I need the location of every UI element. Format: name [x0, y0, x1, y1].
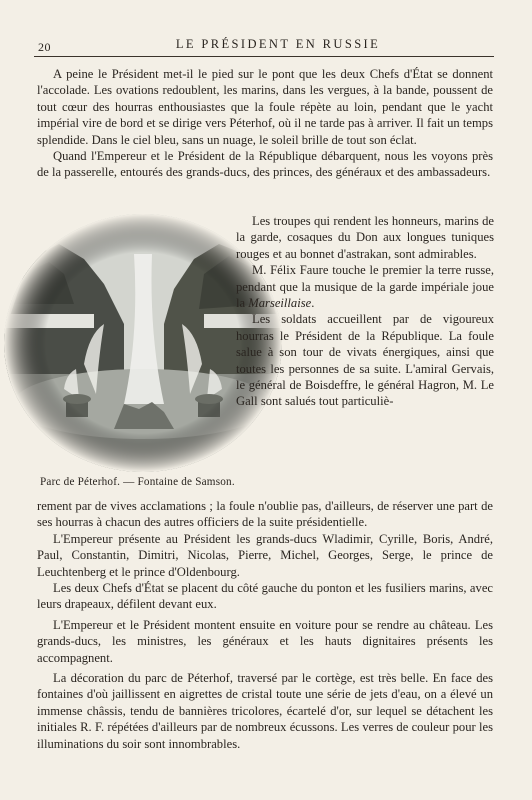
figure-caption: Parc de Péterhof. — Fontaine de Samson.	[40, 476, 235, 488]
paragraph-faure-text: M. Félix Faure touche le premier la terre russe, pendant que la musique de la garde impériale joue la	[236, 263, 494, 311]
paragraph-arrival: A peine le Président met-il le pied sur le pont que les deux Chefs d'État se donnent l'accolade. Les ovations redoublent, les marins, dans les vergues, à la bande, poussent de tout cœur des hourras enthousiastes que la foule répète au loin, pendant que le yacht impérial vire de bord et se dirige vers Péterhof, où il ne tarde pas à arriver. Il fait un temps splendide. Dans le ciel bleu, sans un nuage, le soleil brille de tout son éclat.	[37, 67, 493, 147]
paragraph-soldiers-start: Les soldats accueillent par de vigoureux hourras le Président de la République. La foule salue à son tour de vivats énergiques, ainsi que toutes les personnes de sa suite. L'amiral Gervais, le général de Boisdeffre, le général Hagron, M. Le Gall sont salués tout particuliè-	[236, 312, 494, 409]
paragraph-troops: Les troupes qui rendent les honneurs, marins de la garde, cosaques du Don aux longues tuniques rouges et au bonnet d'astrakan, sont admirables.	[236, 214, 494, 261]
header-rule	[34, 56, 494, 57]
paragraph-chateau: L'Empereur et le Président montent ensuite en voiture pour se rendre au château. Les grands-ducs, les ministres, les généraux et les hauts dignitaires présents les accompagnent.	[37, 617, 493, 665]
text-block-beside-figure	[236, 213, 494, 410]
paragraph-decoration: La décoration du parc de Péterhof, traversé par le cortège, est très belle. En face des fontaines d'où jaillissent en aigrettes de cristal toute une série de jets d'eau, on a élevé un immense châssis, tendu de bannières tricolores, écartelé d'or, sur lequel se détachent les initiales R. F. répétées d'ailleurs par de nombreux écussons. Les verres de couleur pour les illuminations du soir sont innombrables.	[37, 671, 493, 751]
running-head: LE PRÉSIDENT EN RUSSIE	[175, 37, 381, 51]
paragraph-pontoon: Les deux Chefs d'État se placent du côté gauche du ponton et les fusiliers marins, avec leurs drapeaux, défilent devant eux.	[37, 581, 493, 612]
paragraph-faure-end: .	[311, 296, 315, 311]
marseillaise-title: Marseillaise	[248, 296, 312, 311]
page-number: 20	[38, 40, 51, 54]
paragraph-landing: Quand l'Empereur et le Président de la République débarquent, nous les voyons près de la passerelle, entourés des grands-ducs, des princes, des généraux et des ambassadeurs.	[37, 149, 493, 180]
paragraph-soldiers-end: rement par de vives acclamations ; la foule n'oublie pas, d'ailleurs, de réserver une part de ses hourras à chacun des autres officiers de la suite présidentielle.	[37, 499, 493, 530]
text-block-bottom	[37, 498, 493, 752]
paragraph-grand-dukes: L'Empereur présente au Président les grands-ducs Wladimir, Cyrille, Boris, André, Paul, Constantin, Dimitri, Nicolas, Pierre, Michel, Georges, Serge, le prince de Leuchtenberg et le prince d'Oldenbourg.	[37, 531, 493, 579]
paragraph-faure	[236, 262, 494, 311]
text-block-top	[37, 66, 493, 181]
